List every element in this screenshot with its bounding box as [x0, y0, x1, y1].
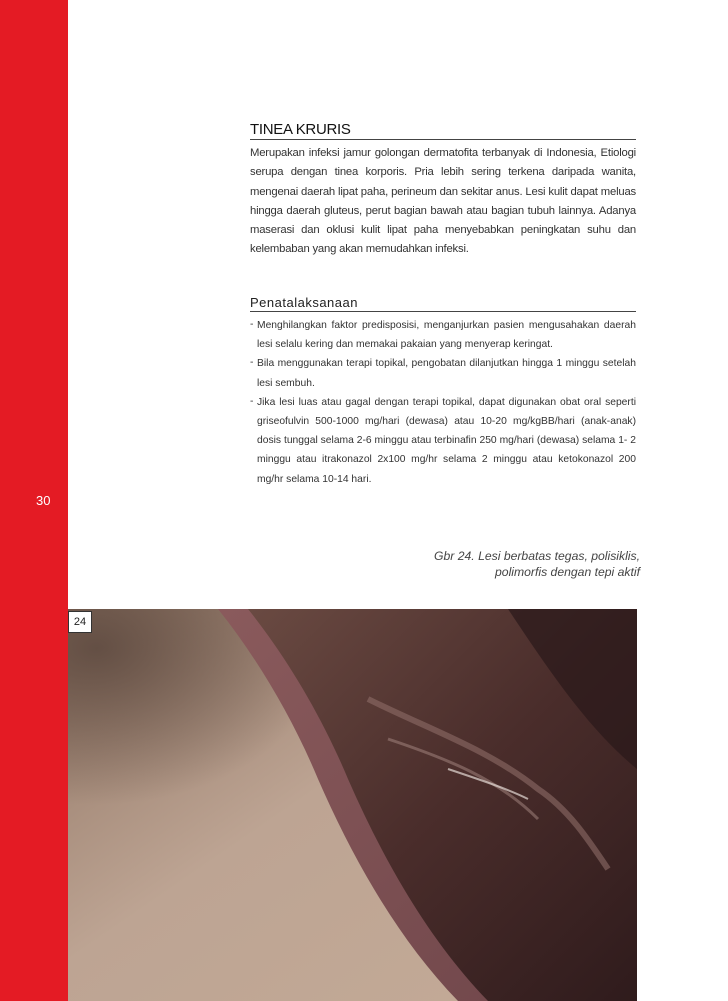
article-title: TINEA KRURIS: [250, 121, 636, 140]
clinical-photo: [68, 609, 637, 1001]
page-number: 30: [36, 493, 51, 508]
article-intro: Merupakan infeksi jamur golongan dermatofita terbanyak di Indonesia, Etiologi serupa dengan tinea korporis. Pria lebih sering terkena daripada wanita, mengenai daerah lipat paha, perineum dan sekitar anus. Lesi kulit dapat meluas hingga daerah gluteus, perut bagian bawah atau bagian tubuh lainnya. Adanya maserasi dan oklusi kulit lipat paha menyebabkan peningkatan suhu dan kelembaban yang akan memudahkan infeksi.: [250, 147, 636, 256]
management-item: - Bila menggunakan terapi topikal, pengobatan dilanjutkan hingga 1 minggu setelah lesi sembuh.: [250, 354, 636, 392]
figure-label: 24: [68, 611, 92, 633]
red-side-band: [0, 0, 68, 1001]
management-item: - Menghilangkan faktor predisposisi, menganjurkan pasien mengusahakan daerah lesi selalu kering dan memakai pakaian yang menyerap keringat.: [250, 316, 636, 354]
management-item: - Jika lesi luas atau gagal dengan terapi topikal, dapat digunakan obat oral seperti griseofulvin 500-1000 mg/hari (dewasa) atau 10-20 mg/kgBB/hari (anak-anak) dosis tunggal selama 2-6 minggu atau terbinafin 250 mg/hari (dewasa) selama 1- 2 minggu atau itrakonazol 2x100 mg/hr selama 2 minggu atau ketokonazol 200 mg/hr selama 10-14 hari.: [250, 393, 636, 489]
management-list: [250, 316, 636, 489]
management-heading: Penatalaksanaan: [250, 295, 636, 312]
article-section: [250, 121, 636, 260]
figure-caption: Gbr 24. Lesi berbatas tegas, polisiklis, polimorfis dengan tepi aktif: [434, 549, 640, 579]
management-section: [250, 295, 636, 489]
